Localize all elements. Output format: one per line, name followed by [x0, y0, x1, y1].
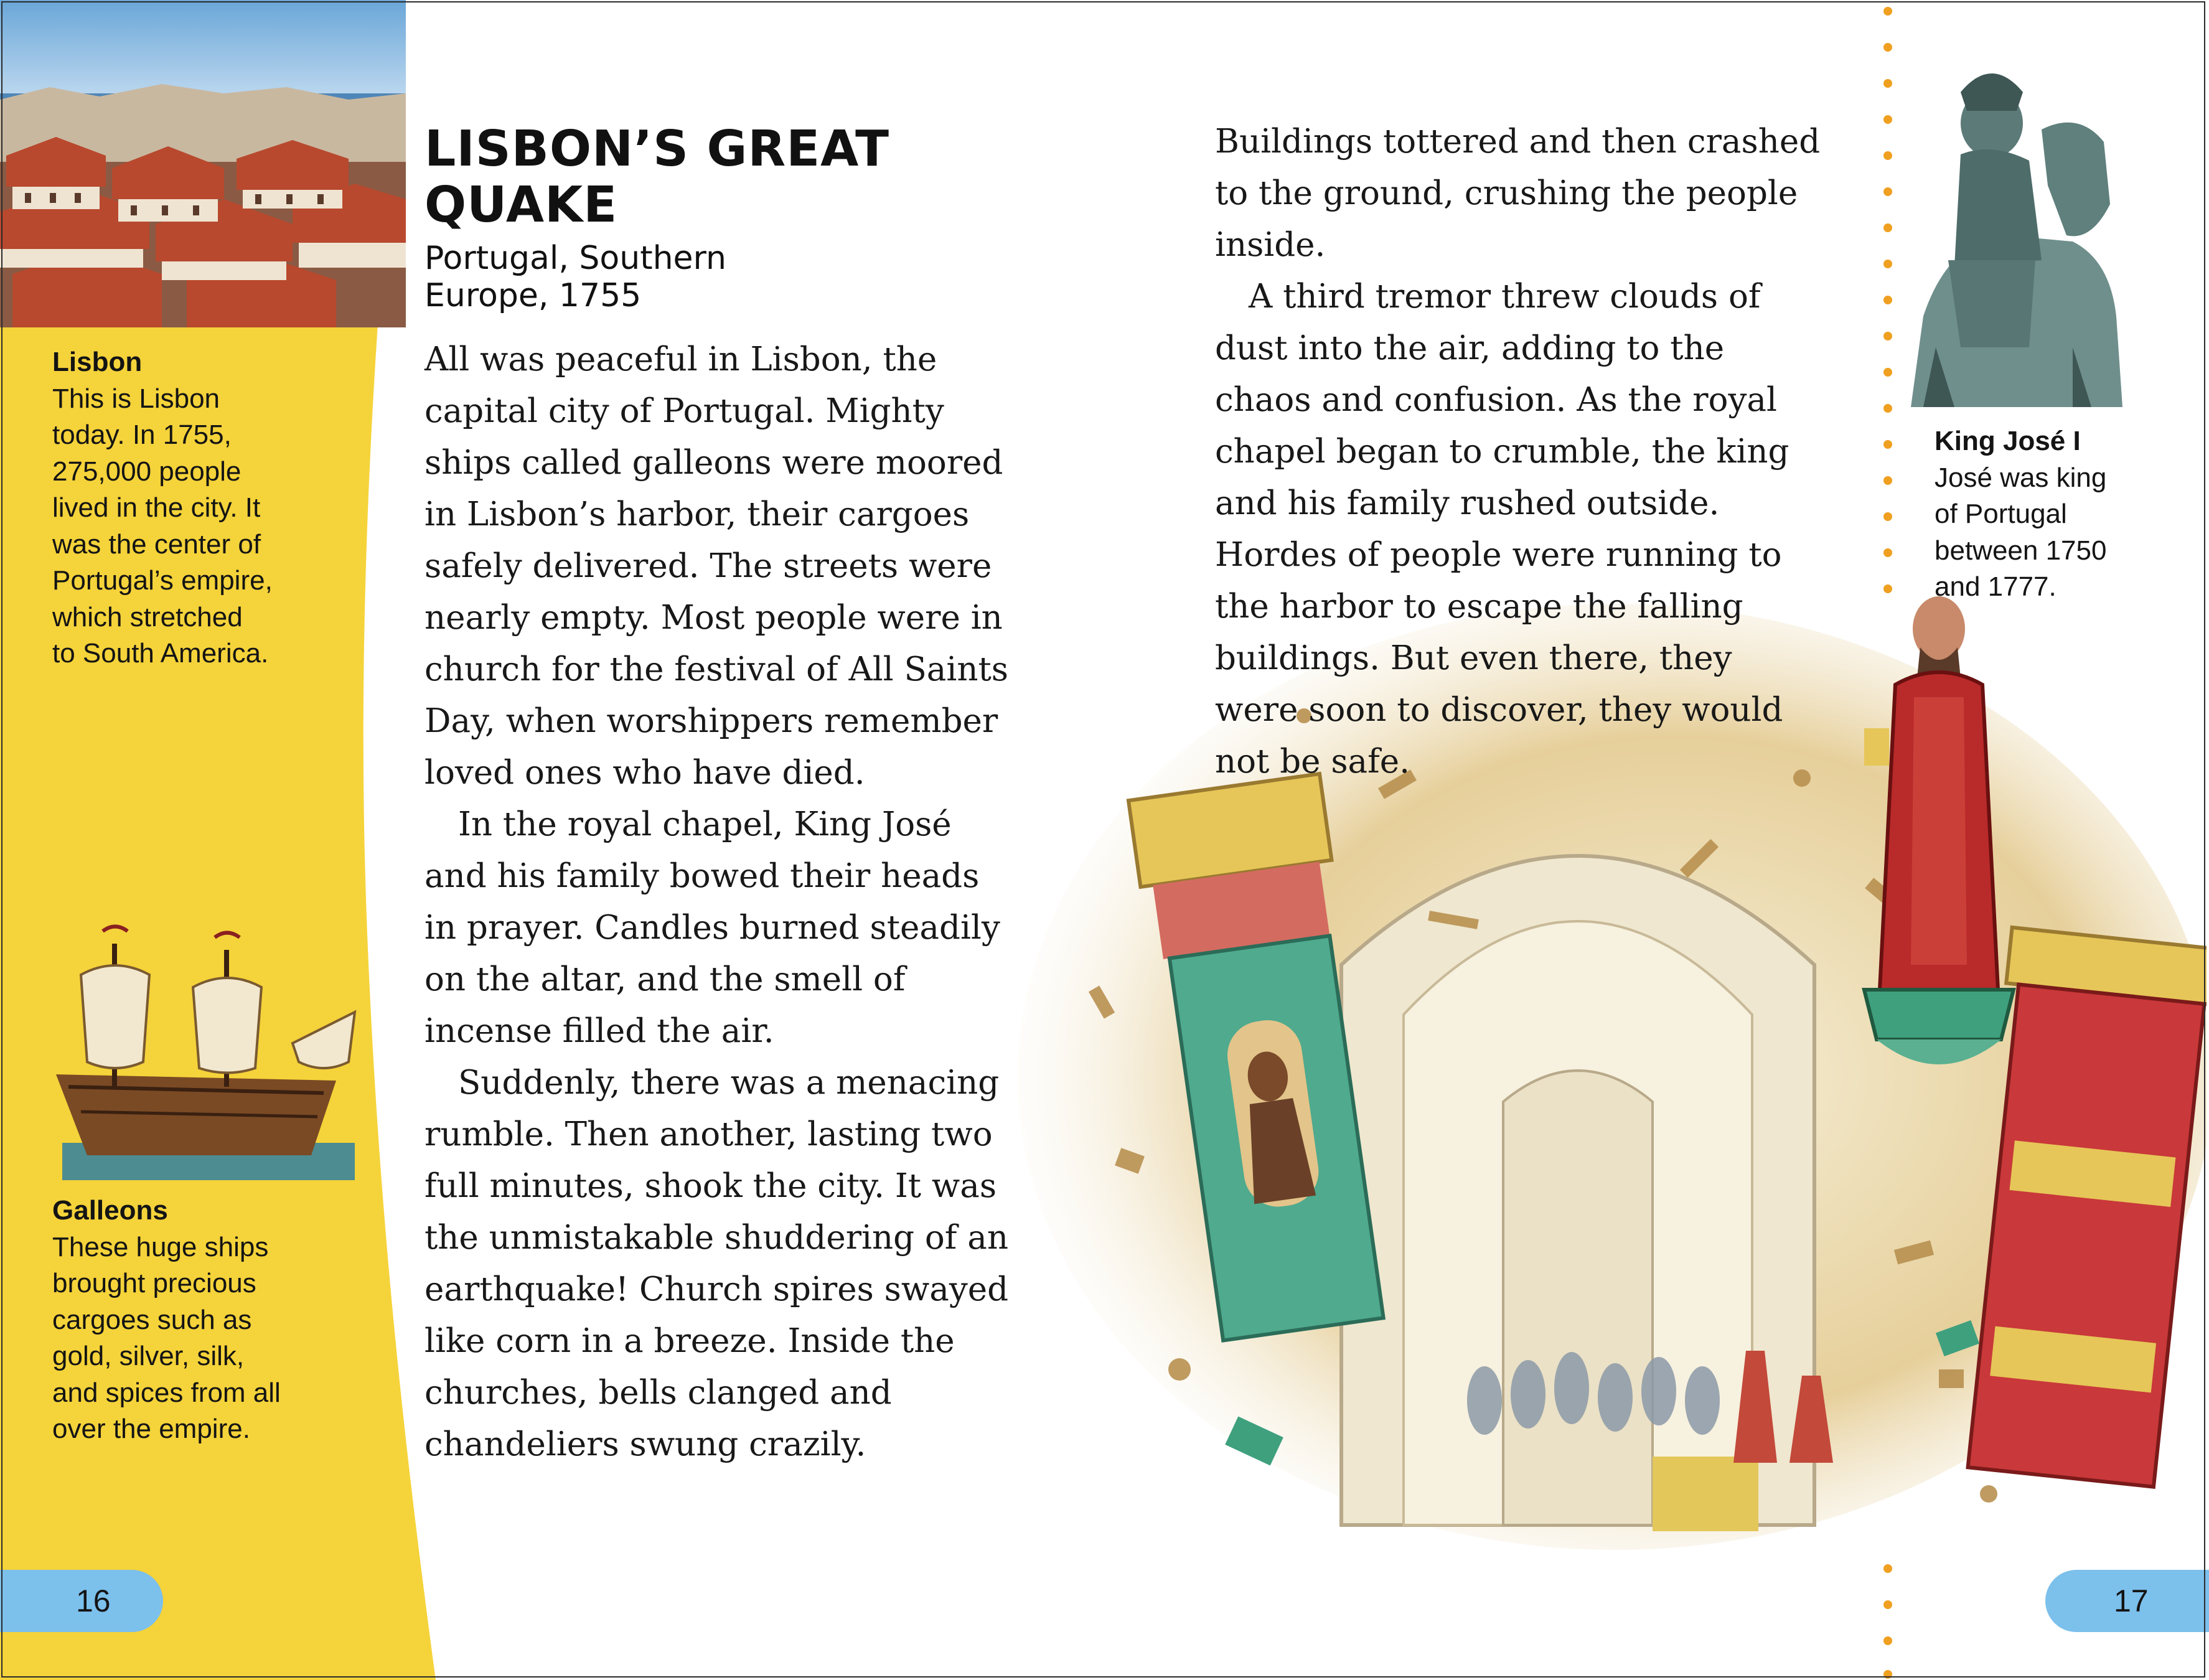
page-number-left: 16 — [0, 1570, 163, 1632]
page-subtitle: Portugal, Southern Europe, 1755 — [424, 240, 726, 314]
king-jose-caption — [1935, 423, 2183, 606]
galleons-caption — [52, 1193, 326, 1448]
lisbon-city-photo — [0, 0, 406, 327]
paragraph: All was peaceful in Lisbon, the capital city of Portugal. Mighty ships called galleons were moored in Lisbon’s harbor, their cargoes safely delivered. The streets were nearly empty. Most people were in church for the festival of All Saints Day, when worshippers remember loved ones who have died. — [424, 340, 1008, 792]
lisbon-caption-body: This is Lisbon today. In 1755, 275,000 people lived in the city. It was the center of Portugal’s empire, which stretched to South America. — [52, 383, 273, 669]
lisbon-caption-title: Lisbon — [52, 347, 143, 377]
falling-saint-statue — [1827, 591, 2051, 1102]
dotted-divider — [1883, 0, 1893, 1680]
king-jose-caption-title: King José I — [1935, 426, 2081, 456]
galleons-caption-body: These huge ships brought precious cargoes such as gold, silver, silk, and spices from all over the empire. — [52, 1231, 281, 1444]
body-text-left — [424, 334, 1010, 1470]
paragraph: A third tremor threw clouds of dust into the air, adding to the chaos and confusion. As the royal chapel began to crumble, the king and his family rushed outside. Hordes of people were running to the harbor to escape the falling buildings. But even there, they were soon to discover, they would not be safe. — [1215, 278, 1789, 781]
paragraph: Buildings tottered and then crashed to the ground, crushing the people inside. — [1215, 123, 1821, 264]
galleon-ship-illustration — [44, 919, 380, 1186]
page-title: LISBON’S GREAT QUAKE — [424, 120, 890, 233]
paragraph: In the royal chapel, King José and his family bowed their heads in prayer. Candles burned steadily on the altar, and the smell of incense filled the air. — [424, 805, 1000, 1050]
page-number-right: 17 — [2045, 1570, 2209, 1632]
galleons-caption-title: Galleons — [52, 1195, 168, 1226]
paragraph: Suddenly, there was a menacing rumble. Then another, lasting two full minutes, shook the city. It was the unmistakable shuddering of an earthquake! Church spires swayed like corn in a breeze. Inside the churches, bells clanged and chandeliers swung crazily. — [424, 1064, 1009, 1463]
king-jose-caption-body: José was king of Portugal between 1750 and 1777. — [1935, 462, 2107, 602]
king-jose-statue — [1886, 55, 2126, 407]
body-text-right — [1215, 116, 1825, 787]
lisbon-caption — [52, 344, 314, 672]
